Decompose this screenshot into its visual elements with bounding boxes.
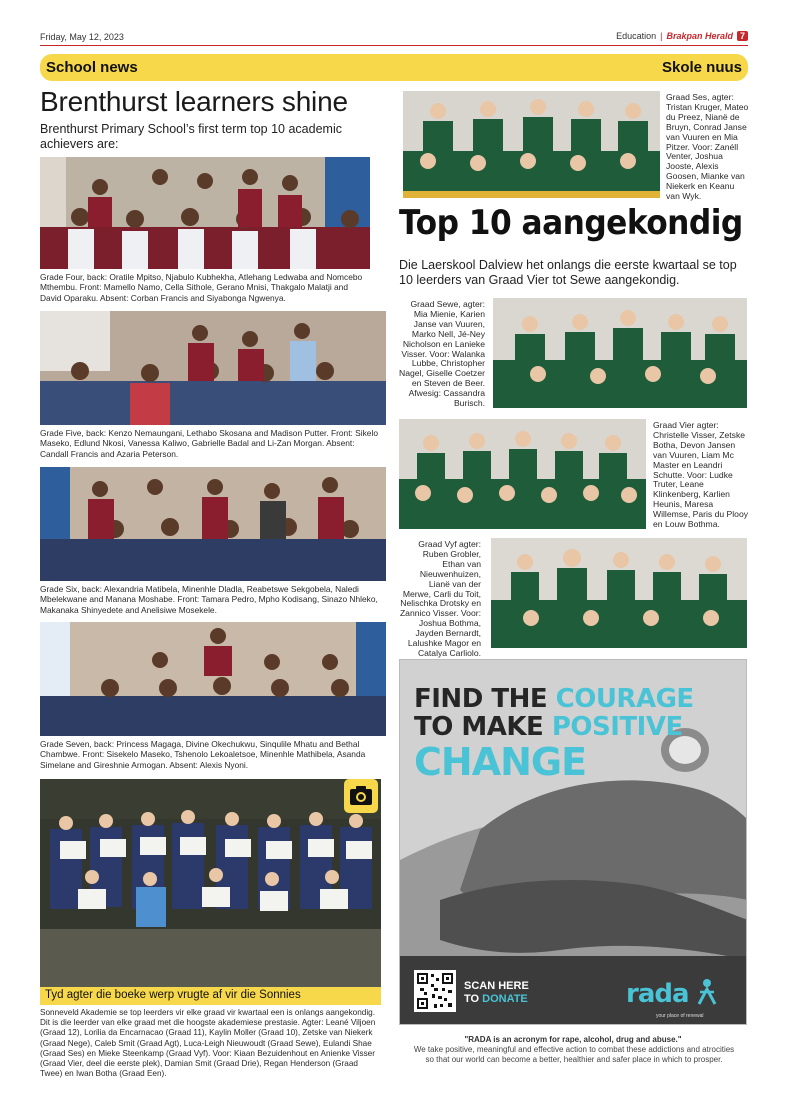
ad-note-title: "RADA is an acronym for rape, alcohol, drug and abuse." [464, 1035, 682, 1044]
caption-graad-vier: Graad Vier agter: Christelle Visser, Zetske Botha, Devon Jansen van Vuuren, Liam Mc Master en Leandri Schutte. Voor: Ludke Truter, Leane Klinkenberg, Karlien Heunis, Maresa Willemse, Paris du Plooy en Louw Bothma. [653, 420, 749, 530]
rada-tagline: your place of renewal [656, 1013, 704, 1019]
header-right [616, 31, 748, 41]
caption-grade-four: Grade Four, back: Oratile Mpitso, Njabulo Kubhekha, Atlehang Ledwaba and Nomcebo Mthembu. Front: Mamello Namo, Cella Sithole, Gerano Mnisi, Thakgalo Malatji and David Oparaku. Absent: Corban Francis and Siyabonga Ngwenya. [40, 272, 363, 303]
banner-right-label: Skole nuus [661, 59, 742, 76]
photo-grade-seven [40, 622, 386, 736]
photo-sonnies [40, 779, 381, 987]
banner-left-label: School news [46, 59, 138, 76]
section-name: Education [616, 31, 657, 41]
camera-icon [344, 779, 378, 813]
qr-code-icon[interactable] [414, 970, 456, 1012]
caption-graad-ses: Graad Ses, agter: Tristan Kruger, Mateo du Preez, Nianë de Bruyn, Conrad Janse van Vuuren en Mia Pitzer. Voor: Zanéll Venter, Joshua Jooste, Alexis Goosen, Mianke van Niekerk en Keanu van Wyk. [666, 92, 749, 202]
ad-note-body: We take positive, meaningful and effective action to combat these addictions and atrocities so that our world can become a better, healthier and safer place in which to prosper. [413, 1045, 735, 1064]
issue-date: Friday, May 12, 2023 [40, 32, 124, 42]
publication-name: Brakpan Herald [666, 31, 733, 41]
left-headline: Brenthurst learners shine [40, 86, 348, 117]
photo-graad-vier [399, 419, 646, 529]
photo-grade-four [40, 157, 370, 269]
rada-logo: rada [626, 978, 717, 1009]
rada-figure-icon [697, 978, 717, 1006]
right-headline: Top 10 aangekondig [399, 203, 743, 243]
photo-grade-six [40, 467, 386, 581]
rada-advert [399, 659, 747, 1025]
scan-here-label: SCAN HERE [464, 980, 529, 992]
separator: | [660, 31, 663, 41]
photo-grade-five [40, 311, 386, 425]
ad-line-3: CHANGE [414, 740, 587, 784]
caption-grade-five: Grade Five, back: Kenzo Nemaungani, Lethabo Skosana and Madison Putter. Front: Sikelo Maseko, Edlund Nkosi, Vanessa Kaliwo, Gabrielle Badal and Li-Zan Morgan. Absent: Candall Francis and Azaria Peterson. [40, 428, 378, 459]
caption-grade-six: Grade Six, back: Alexandria Matibela, Minenhle Dladla, Reabetswe Sekgobela, Naledi Mbelekwane and Manana Moshabe. Front: Tamara Pedro, Mpho Kodisang, Sinazo Nhleko, Makanaka Shinyedete and Anelisiwe Mosekele. [40, 584, 378, 615]
photo-graad-vyf [491, 538, 747, 648]
sonnies-headline: Tyd agter die boeke werp vrugte af vir die Sonnies [45, 989, 301, 1001]
caption-graad-vyf: Graad Vyf agter: Ruben Grobler, Ethan van Nieuwenhuizen, Lianë van der Merwe, Carli du Toit, Nelischka Drotsky en Zannico Visser. Voor: Joshua Bothma, Jayden Bernardt, Lalushke Magor en Catalya Carliolo. [399, 539, 481, 658]
right-intro: Die Laerskool Dalview het onlangs die eerste kwartaal se top 10 leerders van Graad Vier tot Sewe aangekondig. [399, 258, 737, 287]
ad-line-2: TO MAKE POSITIVE [414, 712, 683, 742]
page-number: 7 [737, 31, 748, 41]
left-intro: Brenthurst Primary School’s first term top 10 academic achievers are: [40, 122, 342, 151]
photo-graad-ses [403, 91, 660, 198]
sonnies-headline-bar [40, 987, 381, 1005]
caption-grade-seven: Grade Seven, back: Princess Magaga, Divine Okechukwu, Sinqulile Mhatu and Bethal Chambwe. Front: Sisekelo Maseko, Tshenolo Lekoaletsoe, Minenhle Mathibela, Asanda Simelane and Gireshnie Armogan. Absent: Alexis Nyoni. [40, 739, 366, 770]
caption-graad-sewe: Graad Sewe, agter: Mia Mienie, Karien Janse van Vuuren, Marko Nell, Jé-Ney Nicholson en Lanieke Visser. Voor: Walanka Lubbe, Christopher Nagel, Giselle Coetzer en Steven de Beer. Afwesig: Cassandra Burisch. [399, 299, 485, 409]
photo-graad-sewe [493, 298, 747, 408]
ad-line-1: FIND THE COURAGE [414, 684, 694, 714]
section-banner [40, 54, 748, 81]
caption-sonnies: Sonneveld Akademie se top leerders vir elke graad vir kwartaal een is onlangs aangekondig. Dit is die leerder van elke graad met die hoogste akademiese prestasie. Agter: Leané Viljoen (Graad 12), Lorilia da Encarnacao (Graad 11), Kaylin Moller (Graad 10), Zetske van Niekerk (Graad Nege), Caleb Smit (Graad Agt), Luca-Leigh Nieuwoudt (Graad Sewe), Eulandi Shae (Graad Ses) en Mieke Steenkamp (Graad Vyf). Voor: Kiaan Bezuidenhout en Anienke Visser (Graad Vier, deel die eerste plek), Damian Smit (Graad Drie), Regan Henderson (Graad Twee) en Iwan Botha (Graad Een). [40, 1008, 376, 1079]
donate-label: TO DONATE [464, 993, 528, 1005]
page-header [40, 30, 748, 46]
